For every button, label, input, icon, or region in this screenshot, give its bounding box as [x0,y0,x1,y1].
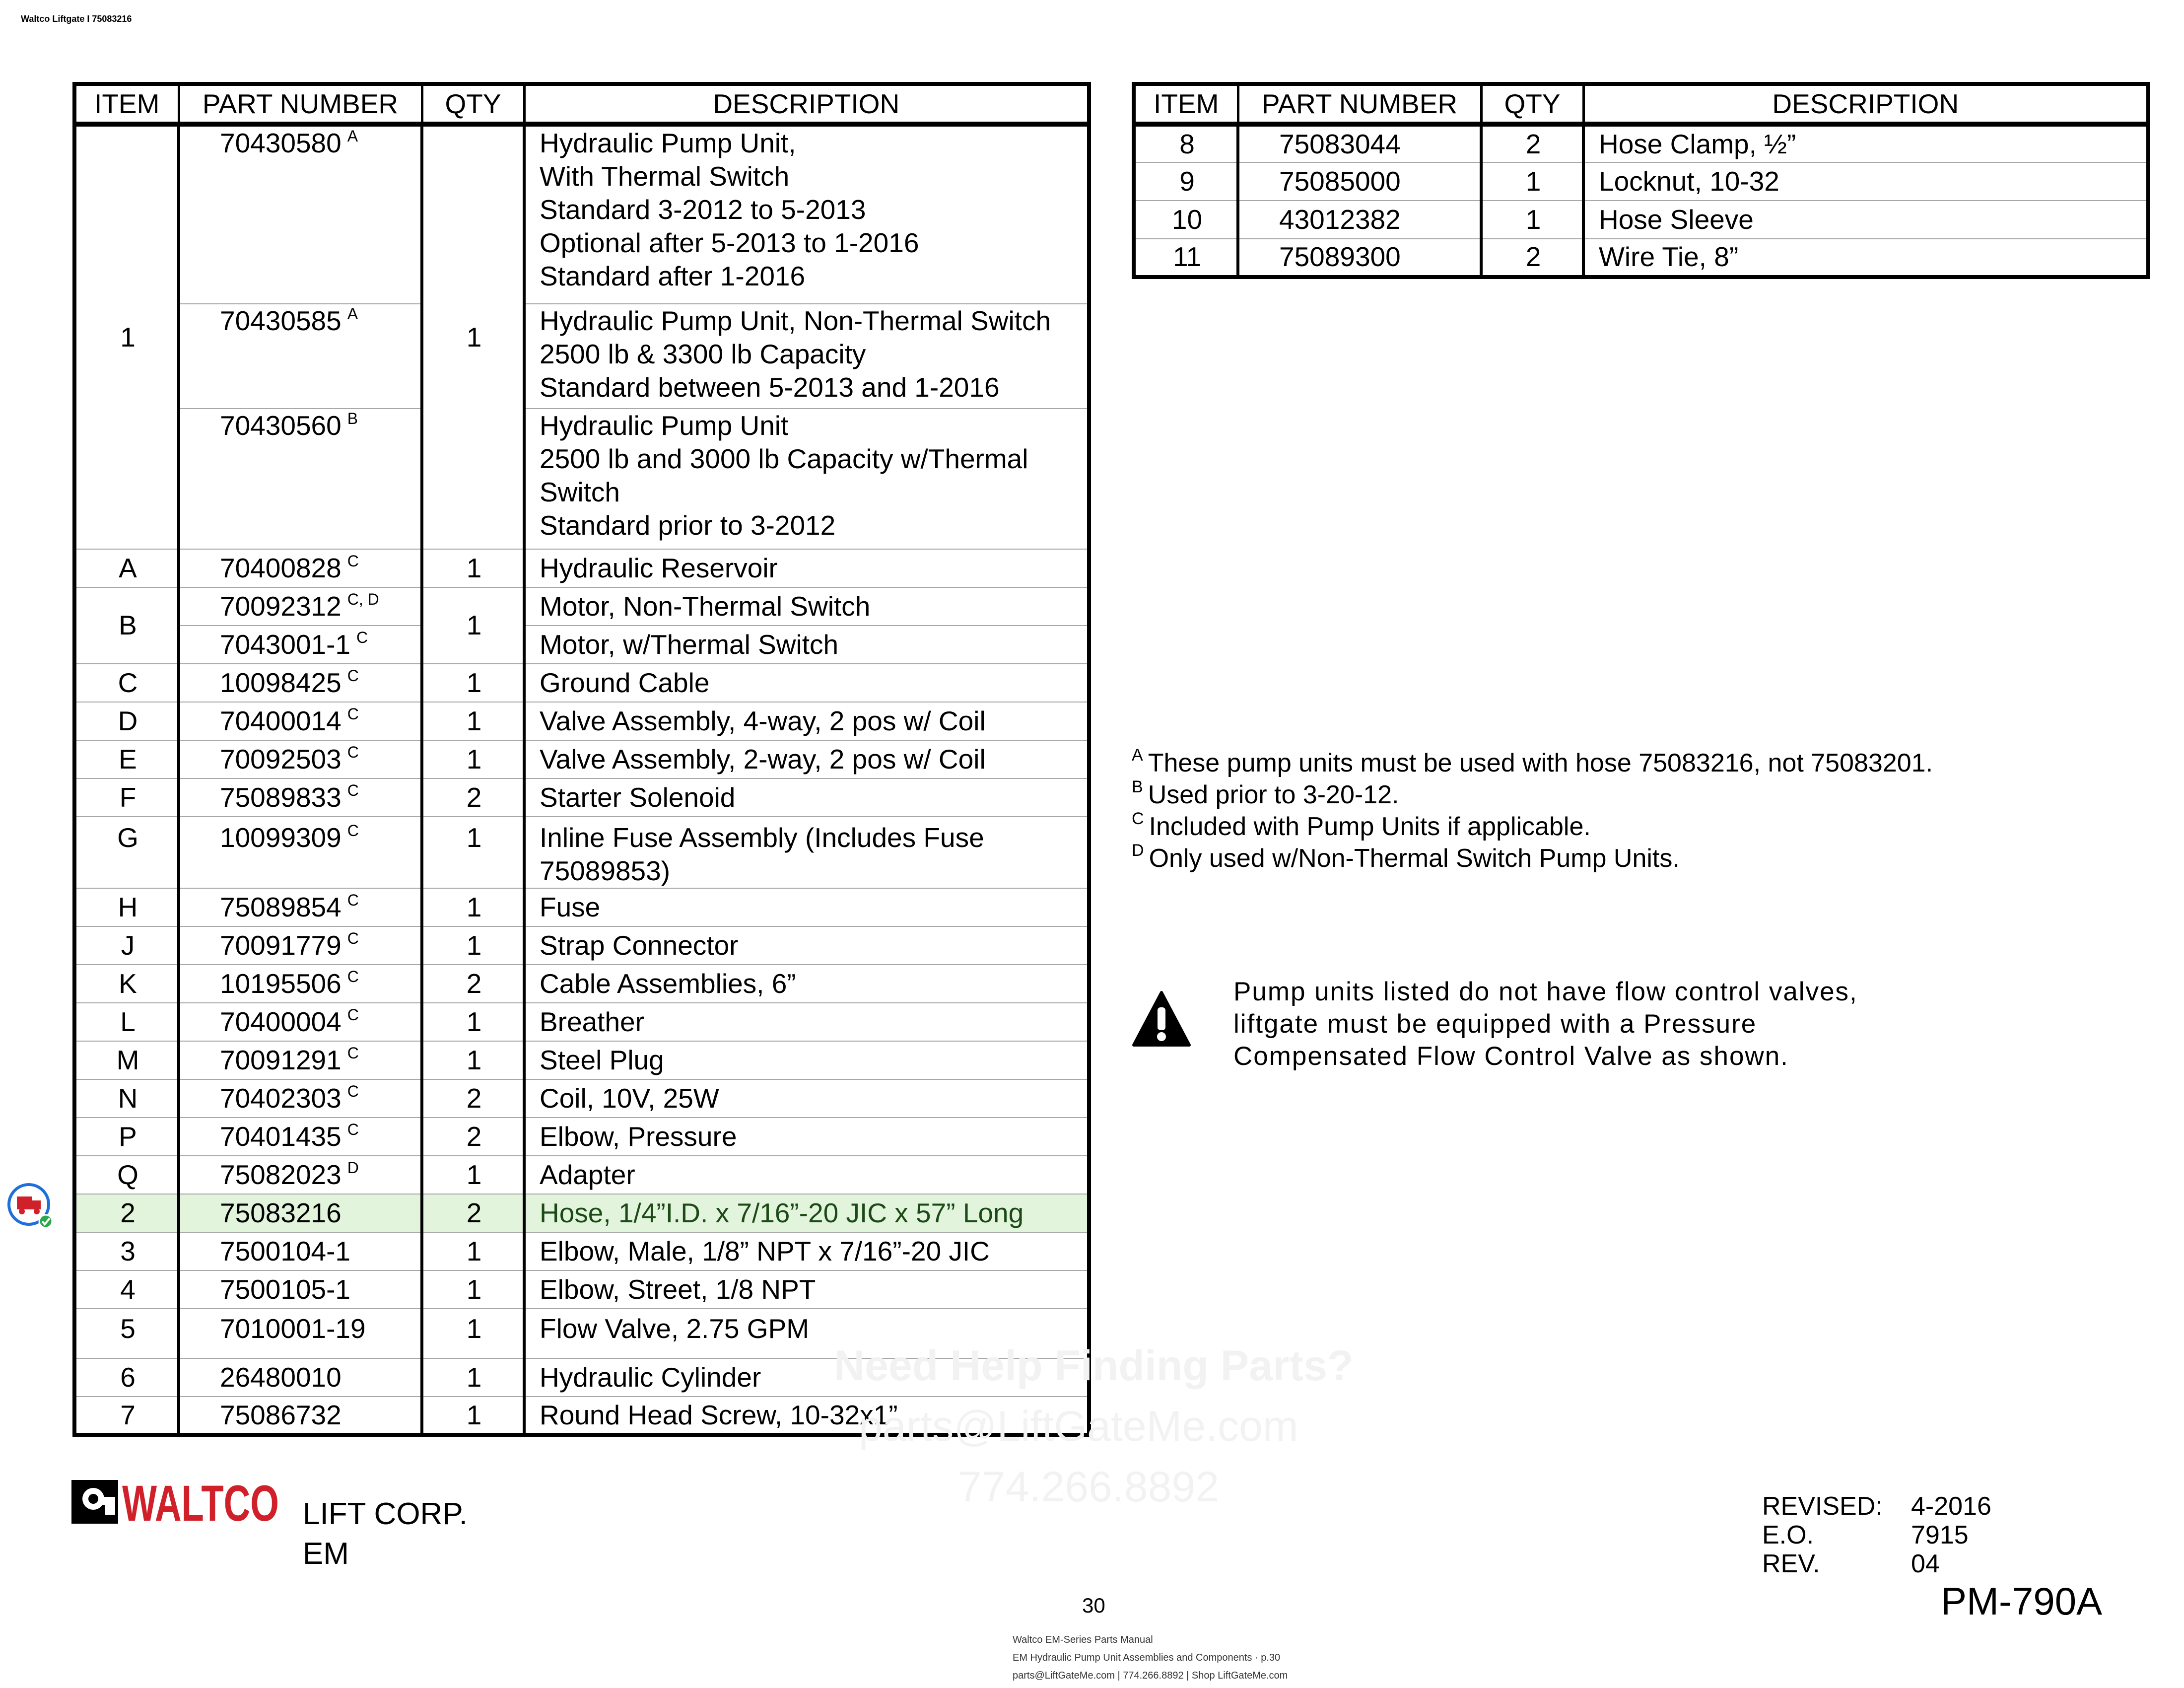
col-header-description: DESCRIPTION [1583,84,2148,124]
footnote-ref: C [347,666,359,685]
table-header-row [1134,84,2148,124]
company-name [303,1494,468,1574]
footnote-text: These pump units must be used with hose 75083216, not 75083201. [1148,749,1933,777]
part-number: 70092312 [220,590,341,622]
part-number: 70400828 [220,552,341,583]
footnote-ref: C [347,781,359,799]
qty-cell: 1 [422,740,524,778]
qty-cell: 2 [1481,124,1583,162]
rev-value: 04 [1911,1549,1940,1578]
item-cell: F [74,778,179,817]
part-number: 70430585 [220,305,341,336]
table-row [74,409,1089,549]
description-line: Hydraulic Pump Unit [540,410,789,441]
part-number: 70092503 [220,743,341,774]
table-row [74,778,1089,817]
col-header-qty: QTY [422,84,524,124]
table-row [74,1156,1089,1194]
document-code: PM-790A [1941,1579,2103,1623]
qty-cell: 2 [1481,239,1583,277]
qty-cell: 1 [422,1270,524,1309]
footnotes [1132,747,1933,874]
footnote-mark: A [1132,746,1143,765]
table-row [1134,201,2148,239]
table-row [1134,162,2148,201]
part-number-cell: 75089300 [1238,239,1481,277]
footnote [1132,811,1933,843]
description-cell: Wire Tie, 8” [1583,239,2148,277]
footnote-mark: B [1132,777,1143,796]
item-cell: G [74,817,179,888]
table-row [74,1041,1089,1079]
description-cell: Steel Plug [524,1041,1089,1079]
description-cell [524,124,1089,304]
qty-cell: 1 [1481,201,1583,239]
qty-cell: 1 [422,1358,524,1397]
qty-cell: 1 [422,702,524,740]
footnote-ref: C [356,628,368,646]
description-cell: Motor, w/Thermal Switch [524,626,1089,664]
description-cell: Breather [524,1003,1089,1041]
item-cell: 1 [74,124,179,549]
part-number-cell [179,926,422,965]
item-cell: E [74,740,179,778]
table-row [74,817,1089,888]
table-row [74,1270,1089,1309]
item-cell: 2 [74,1194,179,1232]
qty-cell: 1 [422,664,524,702]
item-cell: 8 [1134,124,1238,162]
description-cell: Elbow, Male, 1/8” NPT x 7/16”-20 JIC [524,1232,1089,1270]
description-cell: Elbow, Pressure [524,1118,1089,1156]
description-line: Hydraulic Pump Unit, Non-Thermal Switch [540,305,1051,336]
item-cell: 3 [74,1232,179,1270]
table-row [74,664,1089,702]
description-cell: Motor, Non-Thermal Switch [524,587,1089,626]
qty-cell: 1 [422,124,524,549]
description-cell: Adapter [524,1156,1089,1194]
part-number-cell: 75083216 [179,1194,422,1232]
part-number-cell [179,1003,422,1041]
description-cell: Hose Clamp, ½” [1583,124,2148,162]
part-number: 75089833 [220,781,341,813]
description-cell [524,409,1089,549]
qty-cell: 2 [422,1194,524,1232]
item-cell: 5 [74,1309,179,1358]
table-row [74,740,1089,778]
rev-label: REV. [1762,1549,1820,1578]
revision-block [1762,1492,1991,1578]
description-cell: Fuse [524,888,1089,926]
description-cell: Round Head Screw, 10-32x1” [524,1397,1089,1435]
footnote-ref: C [347,1082,359,1101]
description-line: 2500 lb and 3000 lb Capacity w/Thermal Switch [540,443,1028,508]
item-cell: 9 [1134,162,1238,201]
item-cell: 7 [74,1397,179,1435]
footnote [1132,779,1933,811]
description-line: Standard prior to 3-2012 [540,510,836,541]
part-number: 7043001-1 [220,629,351,660]
item-cell: Q [74,1156,179,1194]
item-cell: 10 [1134,201,1238,239]
item-cell: P [74,1118,179,1156]
part-number-cell: 7500104-1 [179,1232,422,1270]
revised-value: 4-2016 [1911,1492,1991,1521]
description-line: Optional after 5-2013 to 1-2016 [540,227,919,259]
col-header-description: DESCRIPTION [524,84,1089,124]
warning-text: Pump units listed do not have flow control valves, liftgate must be equipped with a Pressure Compensated Flow Control Valve as shown. [1233,977,1858,1071]
table-row [74,549,1089,587]
part-number-cell [179,702,422,740]
qty-cell: 2 [422,1079,524,1118]
part-number-cell [179,888,422,926]
part-number-cell [179,817,422,888]
description-cell: Hose Sleeve [1583,201,2148,239]
document-header-label: Waltco Liftgate I 75083216 [21,14,132,24]
table-row [74,1003,1089,1041]
footnote-ref: C [347,743,359,761]
description-line: Standard after 1-2016 [540,261,806,292]
description-line: 2500 lb & 3300 lb Capacity [540,339,866,370]
qty-cell: 1 [422,549,524,587]
footer-line: parts@LiftGateMe.com | 774.266.8892 | Shop LiftGateMe.com [1013,1670,1288,1681]
qty-cell: 1 [422,1309,524,1358]
svg-text:WALTCO: WALTCO [122,1475,279,1532]
table-row [74,965,1089,1003]
part-number: 75089854 [220,892,341,923]
qty-cell: 2 [422,1118,524,1156]
footnote [1132,843,1933,874]
description-cell: Inline Fuse Assembly (Includes Fuse 75089853) [524,817,1089,888]
description-cell: Hydraulic Reservoir [524,549,1089,587]
part-number-cell: 75086732 [179,1397,422,1435]
part-number: 70091291 [220,1045,341,1076]
part-number: 70091779 [220,930,341,961]
part-number-cell [179,1156,422,1194]
table-row [74,124,1089,304]
item-cell: J [74,926,179,965]
table-row [74,1079,1089,1118]
footnote-ref: C [347,822,359,840]
description-cell: Valve Assembly, 2-way, 2 pos w/ Coil [524,740,1089,778]
footnote-mark: C [1132,809,1144,828]
item-cell: 6 [74,1358,179,1397]
qty-cell: 1 [422,1156,524,1194]
part-number: 70430560 [220,410,341,441]
item-cell: K [74,965,179,1003]
warning-triangle-icon [1132,990,1191,1048]
part-number-cell [179,304,422,409]
table-row [1134,124,2148,162]
item-cell: N [74,1079,179,1118]
part-number: 10098425 [220,667,341,698]
qty-cell: 2 [422,965,524,1003]
footnote-ref: A [347,305,358,323]
part-number: 70402303 [220,1083,341,1114]
part-number-cell [179,549,422,587]
footnote-ref: C [347,891,359,910]
revised-label: REVISED: [1762,1492,1883,1521]
footnote-ref: D [347,1159,359,1177]
col-header-part-number: PART NUMBER [1238,84,1481,124]
item-cell: L [74,1003,179,1041]
table-row [74,1232,1089,1270]
description-cell: Starter Solenoid [524,778,1089,817]
footnote-text: Used prior to 3-20-12. [1148,780,1399,809]
description-line: Standard between 5-2013 and 1-2016 [540,372,1000,403]
qty-cell: 1 [422,926,524,965]
footnote-ref: C [347,1044,359,1062]
item-cell: C [74,664,179,702]
footnote-ref: C [347,552,359,570]
part-number: 10099309 [220,822,341,853]
part-number: 70400014 [220,705,341,736]
table-row [74,304,1089,409]
part-number-cell [179,1079,422,1118]
description-cell: Strap Connector [524,926,1089,965]
item-cell: D [74,702,179,740]
footnote-text: Included with Pump Units if applicable. [1149,812,1591,841]
table-row [74,926,1089,965]
part-lookup-badge-icon[interactable] [6,1182,54,1229]
part-number-cell [179,740,422,778]
parts-table-left [72,82,1091,1437]
part-number-cell: 75083044 [1238,124,1481,162]
footer-line: Waltco EM-Series Parts Manual [1013,1634,1153,1645]
part-number: 70401435 [220,1121,341,1152]
series-label: EM [303,1537,349,1571]
col-header-item: ITEM [74,84,179,124]
eo-label: E.O. [1762,1521,1814,1549]
description-cell: Locknut, 10-32 [1583,162,2148,201]
qty-cell: 1 [1481,162,1583,201]
company-label: LIFT CORP. [303,1497,468,1531]
item-cell: 4 [74,1270,179,1309]
table-row [74,1118,1089,1156]
item-cell: 11 [1134,239,1238,277]
description-line: Hydraulic Pump Unit, [540,128,796,158]
footnote-ref: C, D [347,590,379,608]
qty-cell: 1 [422,587,524,664]
item-cell: M [74,1041,179,1079]
qty-cell: 1 [422,1232,524,1270]
page-number: 30 [1082,1594,1105,1617]
watermark-line: Need Help Finding Parts? [834,1342,1354,1390]
description-line: Standard 3-2012 to 5-2013 [540,194,866,225]
description-cell [524,304,1089,409]
qty-cell: 1 [422,1041,524,1079]
table-row [74,888,1089,926]
footnote [1132,747,1933,779]
item-cell: H [74,888,179,926]
part-number-cell [179,1041,422,1079]
footnote-ref: C [347,929,359,948]
description-cell: Hose, 1/4”I.D. x 7/16”-20 JIC x 57” Long [524,1194,1089,1232]
description-cell: Coil, 10V, 25W [524,1079,1089,1118]
table-row [74,587,1089,626]
qty-cell: 1 [422,1397,524,1435]
footnote-ref: C [347,968,359,986]
footnote-ref: C [347,704,359,723]
footnote-ref: C [347,1006,359,1024]
part-number-cell [179,778,422,817]
description-cell: Valve Assembly, 4-way, 2 pos w/ Coil [524,702,1089,740]
description-cell: Flow Valve, 2.75 GPM [524,1309,1089,1358]
table-row [74,626,1089,664]
part-number: 75082023 [220,1159,341,1191]
part-number: 10195506 [220,968,341,999]
part-number-cell [179,587,422,626]
eo-value: 7915 [1911,1521,1969,1549]
part-number-cell: 43012382 [1238,201,1481,239]
part-number-cell: 7500105-1 [179,1270,422,1309]
col-header-qty: QTY [1481,84,1583,124]
footnote-ref: A [347,127,358,145]
qty-cell: 1 [422,817,524,888]
part-number-cell [179,965,422,1003]
table-header-row [74,84,1089,124]
part-number-cell [179,124,422,304]
footnote-mark: D [1132,841,1144,860]
page-footer [1013,1631,1288,1685]
item-cell: B [74,587,179,664]
col-header-item: ITEM [1134,84,1238,124]
qty-cell: 1 [422,888,524,926]
description-cell: Elbow, Street, 1/8 NPT [524,1270,1089,1309]
description-cell: Hydraulic Cylinder [524,1358,1089,1397]
part-number-cell [179,664,422,702]
description-cell: Ground Cable [524,664,1089,702]
description-line: With Thermal Switch [540,161,790,192]
col-header-part-number: PART NUMBER [179,84,422,124]
part-number: 70400004 [220,1006,341,1038]
part-number-cell: 75085000 [1238,162,1481,201]
footnote-ref: B [347,410,358,427]
watermark [834,1336,1380,1517]
parts-table-right [1132,82,2150,279]
table-row-highlighted[interactable] [74,1194,1089,1232]
part-number-cell [179,1118,422,1156]
item-cell: A [74,549,179,587]
table-row [1134,239,2148,277]
qty-cell: 2 [422,778,524,817]
description-cell: Cable Assemblies, 6” [524,965,1089,1003]
watermark-line: 774.266.8892 [958,1463,1220,1511]
part-number-cell [179,626,422,664]
footnote-ref: C [347,1121,359,1139]
part-number-cell [179,409,422,549]
footer-line: EM Hydraulic Pump Unit Assemblies and Components · p.30 [1013,1652,1281,1663]
qty-cell: 1 [422,1003,524,1041]
footnote-text: Only used w/Non-Thermal Switch Pump Units. [1149,844,1680,873]
part-number: 70430580 [220,128,341,158]
table-row [74,702,1089,740]
watermark-line: parts@LiftGateMe.com [859,1403,1298,1450]
part-number-cell: 7010001-19 [179,1309,422,1358]
waltco-logo [70,1475,281,1532]
part-number-cell: 26480010 [179,1358,422,1397]
